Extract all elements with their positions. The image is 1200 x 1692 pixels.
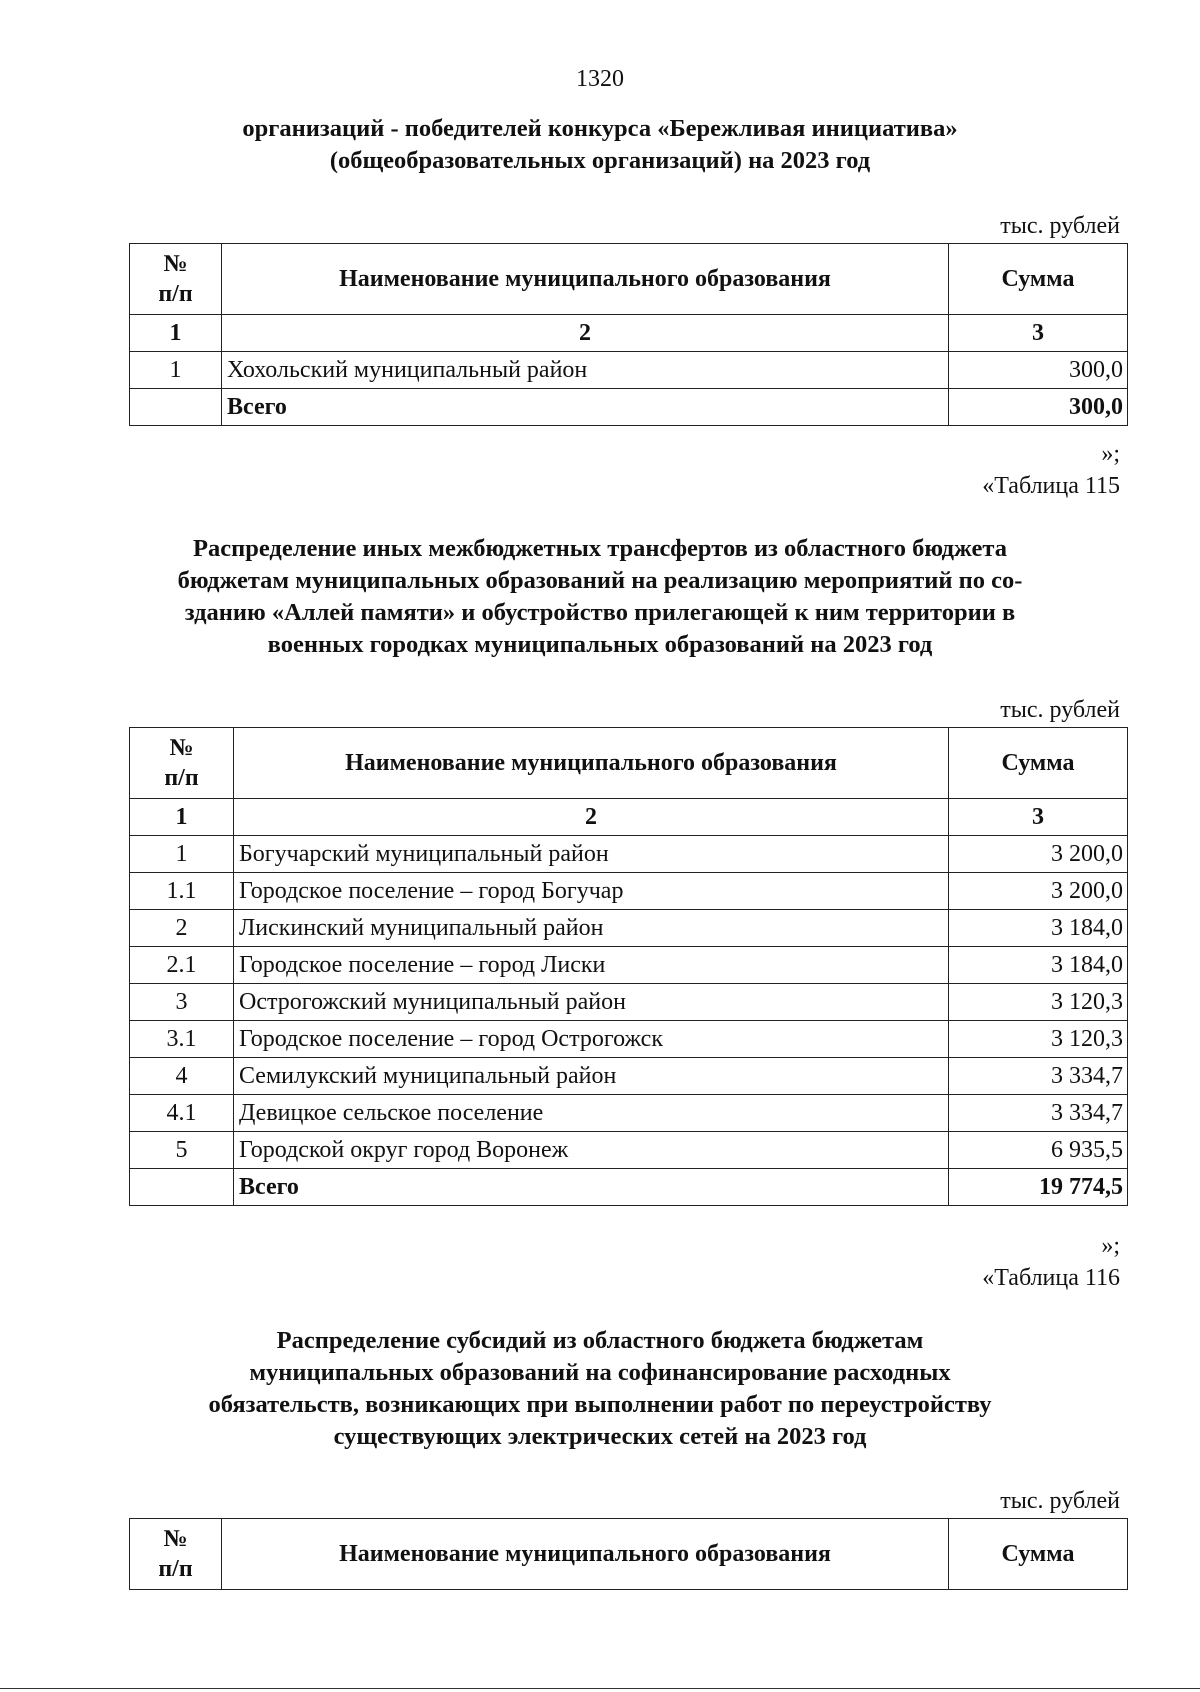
closing-mark: »; (1101, 441, 1120, 467)
section2-title (130, 533, 1070, 661)
table-row (130, 984, 1128, 1021)
table-row (130, 1095, 1128, 1132)
row-sum: 3 120,3 (949, 1021, 1128, 1058)
table-row (130, 836, 1128, 873)
table-row (130, 1021, 1128, 1058)
header-sum: Сумма (949, 244, 1128, 315)
title-line: (общеобразовательных организаций) на 2023 год (329, 147, 871, 174)
title-line: организаций - победителей конкурса «Бережливая инициатива» (242, 115, 958, 142)
row-name: Семилукский муниципальный район (234, 1058, 949, 1095)
row-name: Острогожский муниципальный район (234, 984, 949, 1021)
title-line: Распределение субсидий из областного бюджета бюджетам (276, 1327, 924, 1354)
units-label: тыс. рублей (1000, 213, 1120, 239)
title-line: военных городках муниципальных образований на 2023 год (267, 631, 933, 658)
title-line: муниципальных образований на софинансирование расходных (249, 1359, 951, 1386)
table-row (130, 1058, 1128, 1095)
total-sum: 19 774,5 (949, 1169, 1128, 1206)
table-row (130, 873, 1128, 910)
row-sum: 3 200,0 (949, 873, 1128, 910)
total-sum: 300,0 (949, 389, 1128, 426)
title-line: Распределение иных межбюджетных трансфертов из областного бюджета (193, 535, 1007, 562)
index-cell: 3 (949, 799, 1128, 836)
row-name: Городской округ город Воронеж (234, 1132, 949, 1169)
row-sum: 3 200,0 (949, 836, 1128, 873)
header-name: Наименование муниципального образования (234, 728, 949, 799)
header-sum: Сумма (949, 728, 1128, 799)
units-label: тыс. рублей (1000, 1488, 1120, 1514)
index-cell: 2 (222, 315, 949, 352)
row-name: Городское поселение – город Лиски (234, 947, 949, 984)
row-num: 3 (130, 984, 234, 1021)
total-label: Всего (234, 1169, 949, 1206)
section2-closing (982, 1230, 1120, 1294)
row-sum: 3 120,3 (949, 984, 1128, 1021)
table-row (130, 947, 1128, 984)
row-num: 2 (130, 910, 234, 947)
header-name: Наименование муниципального образования (222, 244, 949, 315)
total-label: Всего (222, 389, 949, 426)
header-num: № п/п (130, 728, 234, 799)
row-num: 4.1 (130, 1095, 234, 1132)
header-num: № п/п (130, 1519, 222, 1590)
total-row (130, 389, 1128, 426)
row-name: Городское поселение – город Острогожск (234, 1021, 949, 1058)
row-sum: 3 184,0 (949, 910, 1128, 947)
table-section1 (129, 243, 1128, 426)
section1-closing (982, 438, 1120, 502)
units-label: тыс. рублей (1000, 697, 1120, 723)
row-name: Городское поселение – город Богучар (234, 873, 949, 910)
row-sum: 3 184,0 (949, 947, 1128, 984)
row-num: 1.1 (130, 873, 234, 910)
row-num: 4 (130, 1058, 234, 1095)
row-name: Хохольский муниципальный район (222, 352, 949, 389)
title-line: зданию «Аллей памяти» и обустройство прилегающей к ним территории в (184, 599, 1016, 626)
total-num (130, 1169, 234, 1206)
index-cell: 1 (130, 799, 234, 836)
header-name: Наименование муниципального образования (222, 1519, 949, 1590)
row-sum: 3 334,7 (949, 1095, 1128, 1132)
row-sum: 3 334,7 (949, 1058, 1128, 1095)
title-line: обязательств, возникающих при выполнении работ по переустройству (208, 1391, 992, 1418)
index-cell: 1 (130, 315, 222, 352)
table-section3 (129, 1518, 1128, 1590)
row-name: Девицкое сельское поселение (234, 1095, 949, 1132)
row-sum: 6 935,5 (949, 1132, 1128, 1169)
table-row (130, 910, 1128, 947)
row-num: 2.1 (130, 947, 234, 984)
row-num: 5 (130, 1132, 234, 1169)
page-bottom-rule (0, 1688, 1200, 1689)
row-num: 1 (130, 352, 222, 389)
title-line: бюджетам муниципальных образований на реализацию мероприятий по со- (177, 567, 1023, 594)
header-num: № п/п (130, 244, 222, 315)
total-row (130, 1169, 1128, 1206)
row-name: Лискинский муниципальный район (234, 910, 949, 947)
title-line: существующих электрических сетей на 2023 год (333, 1423, 867, 1450)
header-sum: Сумма (949, 1519, 1128, 1590)
index-cell: 2 (234, 799, 949, 836)
table-section2 (129, 727, 1128, 1206)
row-name: Богучарский муниципальный район (234, 836, 949, 873)
total-num (130, 389, 222, 426)
row-num: 1 (130, 836, 234, 873)
table-row (130, 1132, 1128, 1169)
closing-mark: »; (1101, 1233, 1120, 1259)
row-sum: 300,0 (949, 352, 1128, 389)
section3-title (130, 1325, 1070, 1453)
index-cell: 3 (949, 315, 1128, 352)
row-num: 3.1 (130, 1021, 234, 1058)
page-number: 1320 (576, 66, 624, 92)
next-table-label: «Таблица 115 (982, 473, 1120, 499)
section1-title (130, 113, 1070, 177)
table-row (130, 352, 1128, 389)
next-table-label: «Таблица 116 (982, 1265, 1120, 1291)
